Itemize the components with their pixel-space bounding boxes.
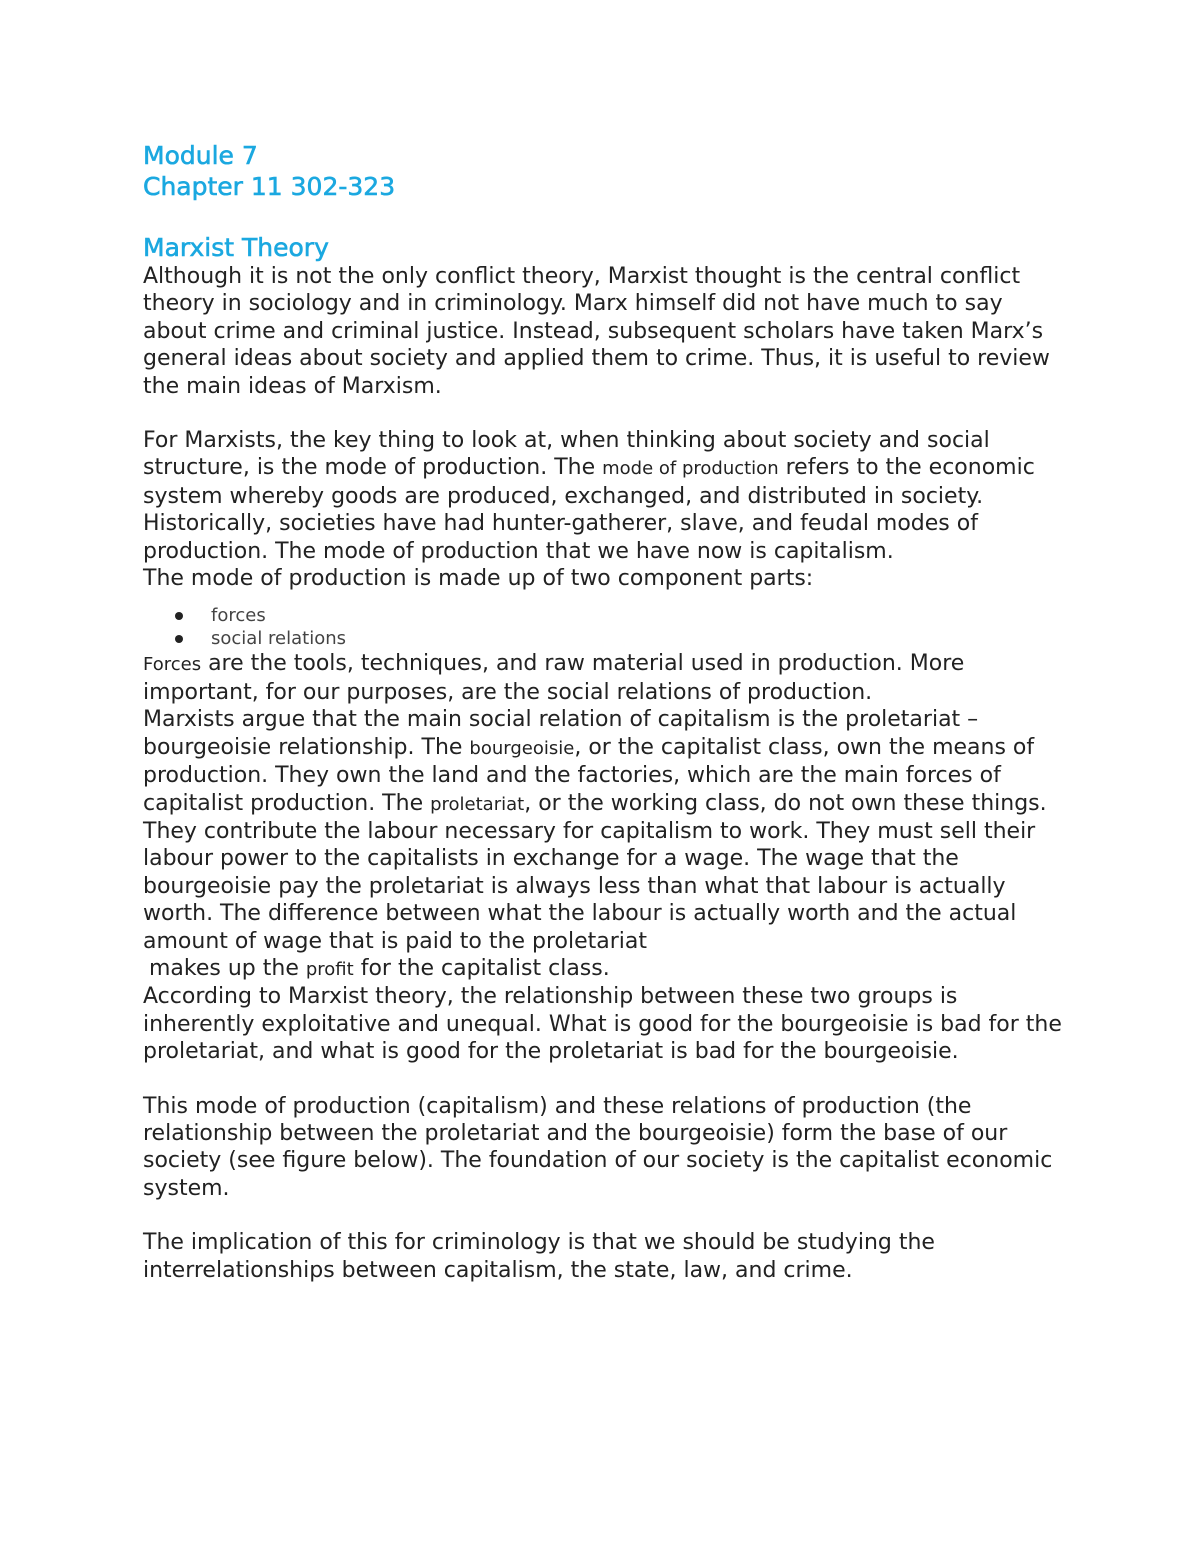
term-bourgeoisie: bourgeoisie <box>469 737 575 759</box>
paragraph-forces <box>143 650 1068 706</box>
list-item <box>143 627 1068 650</box>
paragraph-relations <box>143 706 1068 983</box>
text-span: are the tools, techniques, and raw material used in production. More important, for our purposes, are the social relations of production. <box>143 651 965 705</box>
term-proletariat: proletariat <box>430 793 525 815</box>
text-span: , or the capitalist class, own the means of production. They own the land and the factories, which are the main forces of capitalist production. The <box>143 734 1035 816</box>
chapter-heading: Chapter 11 302-323 <box>143 172 396 201</box>
paragraph-components: The mode of production is made up of two component parts: <box>143 566 814 592</box>
term-profit: profit <box>305 958 354 980</box>
paragraph-base: This mode of production (capitalism) and these relations of production (the relationship between the proletariat and the bourgeoisie) form the base of our society (see figure below). The foundation of our society is the capitalist economic system. <box>143 1093 1053 1201</box>
text-span: Marxists argue that the main social relation of capitalism is the proletariat – bourgeoisie relationship. The <box>143 707 979 760</box>
bullet-icon <box>175 635 183 643</box>
module-heading: Module 7 <box>143 141 258 170</box>
term-mode-of-production: mode of production <box>602 458 779 480</box>
section-heading: Marxist Theory <box>143 233 329 262</box>
text-span: For Marxists, the key thing to look at, when thinking about society and social structure, is the mode of production. The <box>143 428 990 481</box>
text-span: for the capitalist class. <box>353 955 610 981</box>
document-page <box>143 140 1068 1284</box>
text-span: refers to the economic system whereby goods are produced, exchanged, and distributed in society. Historically, societies have had hunter-gatherer, slave, and feudal modes of production. The mode of production that we have now is capitalism. <box>143 455 1035 564</box>
text-span: makes up the <box>149 955 306 981</box>
bullet-icon <box>175 612 183 620</box>
list-item-label: forces <box>211 605 266 627</box>
paragraph-implication: The implication of this for criminology is that we should be studying the interrelationships between capitalism, the state, law, and crime. <box>143 1230 935 1283</box>
list-item <box>143 604 1068 627</box>
text-span: , or the working class, do not own these things. They contribute the labour necessary for capitalism to work. They must sell their labour power to the capitalists in exchange for a wage. The wage that the bourgeoisie pay the proletariat is always less than what that labour is actually worth. The difference between what the labour is actually worth and the actual amount of wage that is paid to the proletariat <box>143 790 1047 954</box>
term-forces: Forces <box>143 654 202 676</box>
paragraph-mode-of-production <box>143 427 1068 565</box>
paragraph-intro: Although it is not the only conflict theory, Marxist thought is the central conflict theory in sociology and in criminology. Marx himself did not have much to say about crime and criminal justice. Instead, subsequent scholars have taken Marx’s general ideas about society and applied them to crime. Thus, it is useful to review the main ideas of Marxism. <box>143 264 1050 399</box>
list-item-label: social relations <box>211 628 347 650</box>
component-list <box>143 604 1068 650</box>
paragraph-exploitation: According to Marxist theory, the relationship between these two groups is inherently exploitative and unequal. What is good for the bourgeoisie is bad for the proletariat, and what is good for the proletariat is bad for the bourgeoisie. <box>143 984 1062 1065</box>
